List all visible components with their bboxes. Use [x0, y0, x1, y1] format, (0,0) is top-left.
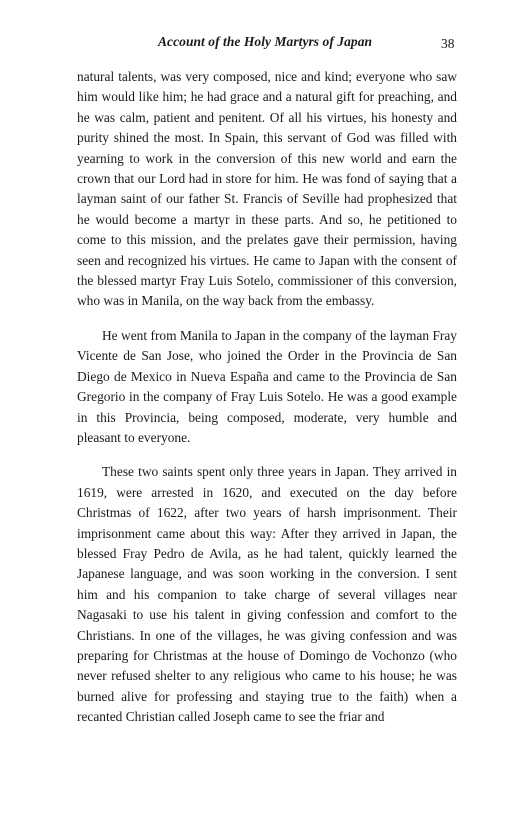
page-header [0, 34, 528, 54]
paragraph-3: These two saints spent only three years in Japan. They arrived in 1619, were arrested in 1620, and executed on the day before Christmas of 1622, after two years of harsh imprisonment. Their imprisonment came about this way: After they arrived in Japan, the blessed Fray Pedro de Avila, as he had talent, quickly learned the Japanese language, and was soon working in the conversion. I sent him and his companion to take charge of several villages near Nagasaki to use his talent in giving confession and comfort to the Christians. In one of the villages, he was giving confession and was preparing for Christmas at the house of Domingo de Vochonzo (who never refused shelter to any religious who came to his house; he was burned alive for professing and staying true to the faith) when a recanted Christian called Joseph came to see the friar and [77, 464, 457, 725]
paragraph-1: natural talents, was very composed, nice and kind; everyone who saw him would like him; he had grace and a natural gift for preaching, and he was calm, patient and penitent. Of all his virtues, his honesty and purity shined the most. In Spain, this servant of God was filled with yearning to work in the conversion of this new world and earn the crown that our Lord had in store for him. He was fond of saying that a layman saint of our father St. Francis of Seville had prophesized that he would become a martyr in these parts. And so, he petitioned to come to this mission, and the prelates gave their permission, having seen and recognized his virtues. He came to Japan with the consent of the blessed martyr Fray Luis Sotelo, commissioner of this conversion, who was in Manila, on the way back from the embassy. [77, 69, 457, 309]
paragraph-2: He went from Manila to Japan in the company of the layman Fray Vicente de San Jose, who joined the Order in the Provincia de San Diego de Mexico in Nueva España and came to the Provincia de San Gregorio in the company of Fray Luis Sotelo. He was a good example in this Provincia, being composed, moderate, very humble and pleasant to everyone. [77, 327, 457, 445]
body-text [77, 67, 457, 728]
running-title: Account of the Holy Martyrs of Japan [158, 34, 373, 49]
page-number: 38 [441, 36, 455, 51]
